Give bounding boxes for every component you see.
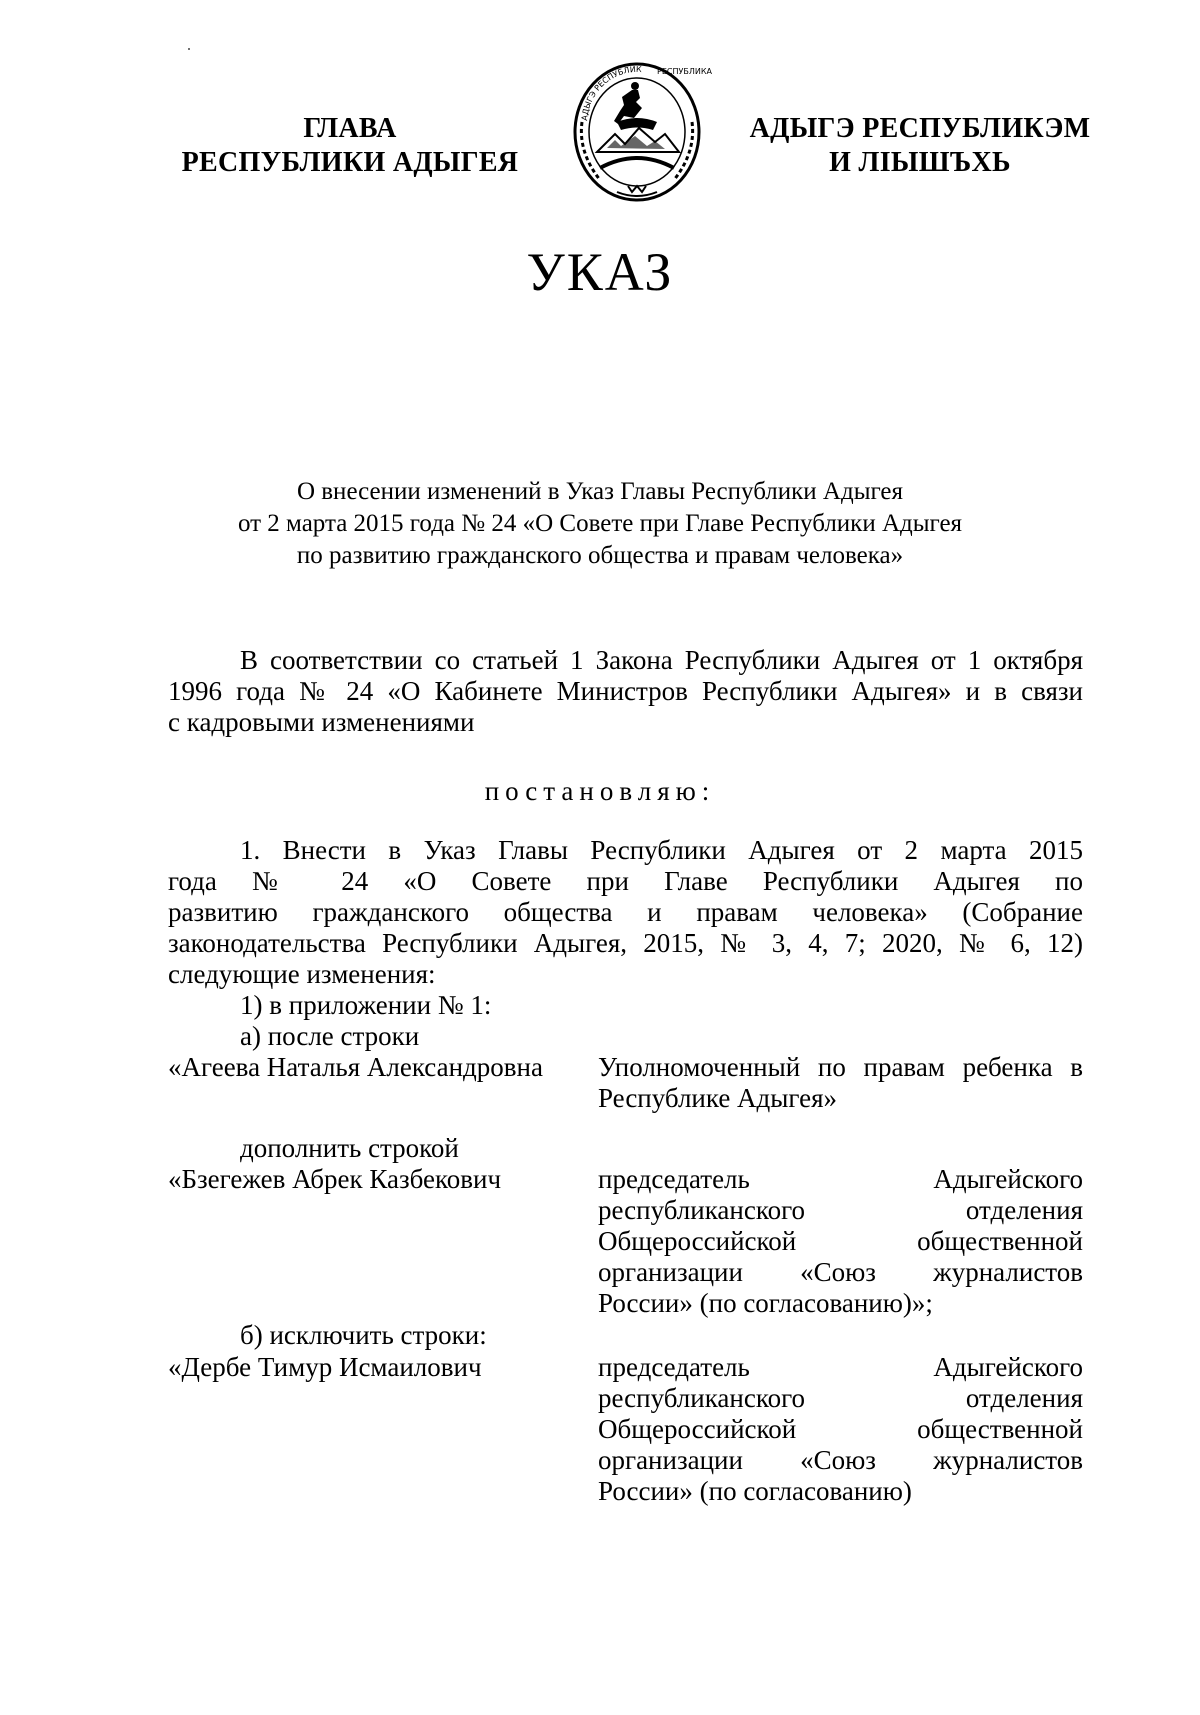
header-right-line1: АДЫГЭ РЕСПУБЛИКЭМ bbox=[749, 113, 1091, 144]
header-left-line1: ГЛАВА bbox=[303, 113, 397, 144]
bzegezhev-pos-line4: организации «Союз журналистов bbox=[598, 1257, 1083, 1287]
derbe-pos-line4: организации «Союз журналистов bbox=[598, 1445, 1083, 1475]
emblem-icon bbox=[562, 52, 712, 212]
subject-line1: О внесении изменений в Указ Главы Республики Адыгея bbox=[296, 478, 904, 505]
preamble-line3: с кадровыми изменениями bbox=[168, 707, 475, 737]
row-bzegezhev-position bbox=[598, 1164, 1083, 1319]
coat-of-arms-emblem bbox=[562, 52, 712, 212]
row-derbe-name: «Дербе Тимур Исмаилович bbox=[168, 1352, 482, 1382]
header-left bbox=[170, 112, 530, 180]
bzegezhev-pos-line3: Общероссийской общественной bbox=[598, 1226, 1083, 1256]
emblem-arc-text: АДЫГЭ РЕСПУБЛИК bbox=[580, 64, 642, 122]
subject-line3: по развитию гражданского общества и правам человека» bbox=[296, 542, 904, 569]
header-right bbox=[730, 112, 1110, 180]
item1-line3: развитию гражданского общества и правам человека» (Собрание bbox=[168, 897, 1083, 927]
item1-line4: законодательства Республики Адыгея, 2015, № 3, 4, 7; 2020, № 6, 12) bbox=[168, 928, 1083, 958]
item1-line1: 1. Внести в Указ Главы Республики Адыгея от 2 марта 2015 bbox=[240, 835, 1083, 865]
subject-line2: от 2 марта 2015 года № 24 «О Совете при Главе Республики Адыгея bbox=[237, 510, 963, 537]
row-ageeva-position bbox=[598, 1052, 1083, 1114]
ageeva-pos-line2: Республике Адыгея» bbox=[598, 1083, 838, 1113]
header-right-line2: И ЛІЫШЪХЬ bbox=[829, 147, 1011, 178]
decree-word: постановляю: bbox=[484, 776, 716, 806]
item1-line5: следующие изменения: bbox=[168, 959, 436, 989]
preamble-line2: 1996 года № 24 «О Кабинете Министров Республики Адыгея» и в связи bbox=[168, 676, 1083, 706]
emblem-arc-text-2: РЕСПУБЛИКА bbox=[657, 67, 712, 76]
row-derbe-position bbox=[598, 1352, 1083, 1507]
row-ageeva-name: «Агеева Наталья Александровна bbox=[168, 1052, 543, 1082]
item-1-paragraph bbox=[168, 835, 1083, 1052]
scan-speck bbox=[188, 48, 190, 50]
document-subject bbox=[150, 476, 1050, 572]
header-left-line2: РЕСПУБЛИКИ АДЫГЕЯ bbox=[181, 147, 519, 178]
document-title: УКАЗ bbox=[526, 242, 674, 302]
preamble-paragraph bbox=[168, 645, 1083, 738]
ageeva-pos-line1: Уполномоченный по правам ребенка в bbox=[598, 1052, 1083, 1082]
derbe-pos-line3: Общероссийской общественной bbox=[598, 1414, 1083, 1444]
sub-item-b: б) исключить строки: bbox=[240, 1320, 487, 1350]
bzegezhev-pos-line1: председатель Адыгейского bbox=[598, 1164, 1083, 1194]
item1-line2: года № 24 «О Совете при Главе Республики Адыгея по bbox=[168, 866, 1083, 896]
sub-item-a: а) после строки bbox=[240, 1021, 420, 1051]
derbe-pos-line1: председатель Адыгейского bbox=[598, 1352, 1083, 1382]
sub-item-1: 1) в приложении № 1: bbox=[240, 990, 492, 1020]
derbe-pos-line2: республиканского отделения bbox=[598, 1383, 1083, 1413]
add-line-label: дополнить строкой bbox=[240, 1133, 459, 1163]
bzegezhev-pos-line2: республиканского отделения bbox=[598, 1195, 1083, 1225]
preamble-line1: В соответствии со статьей 1 Закона Республики Адыгея от 1 октября bbox=[240, 645, 1083, 675]
bzegezhev-pos-line5: России» (по согласованию)»; bbox=[598, 1288, 933, 1318]
row-bzegezhev-name: «Бзегежев Абрек Казбекович bbox=[168, 1164, 502, 1194]
derbe-pos-line5: России» (по согласованию) bbox=[598, 1476, 912, 1506]
